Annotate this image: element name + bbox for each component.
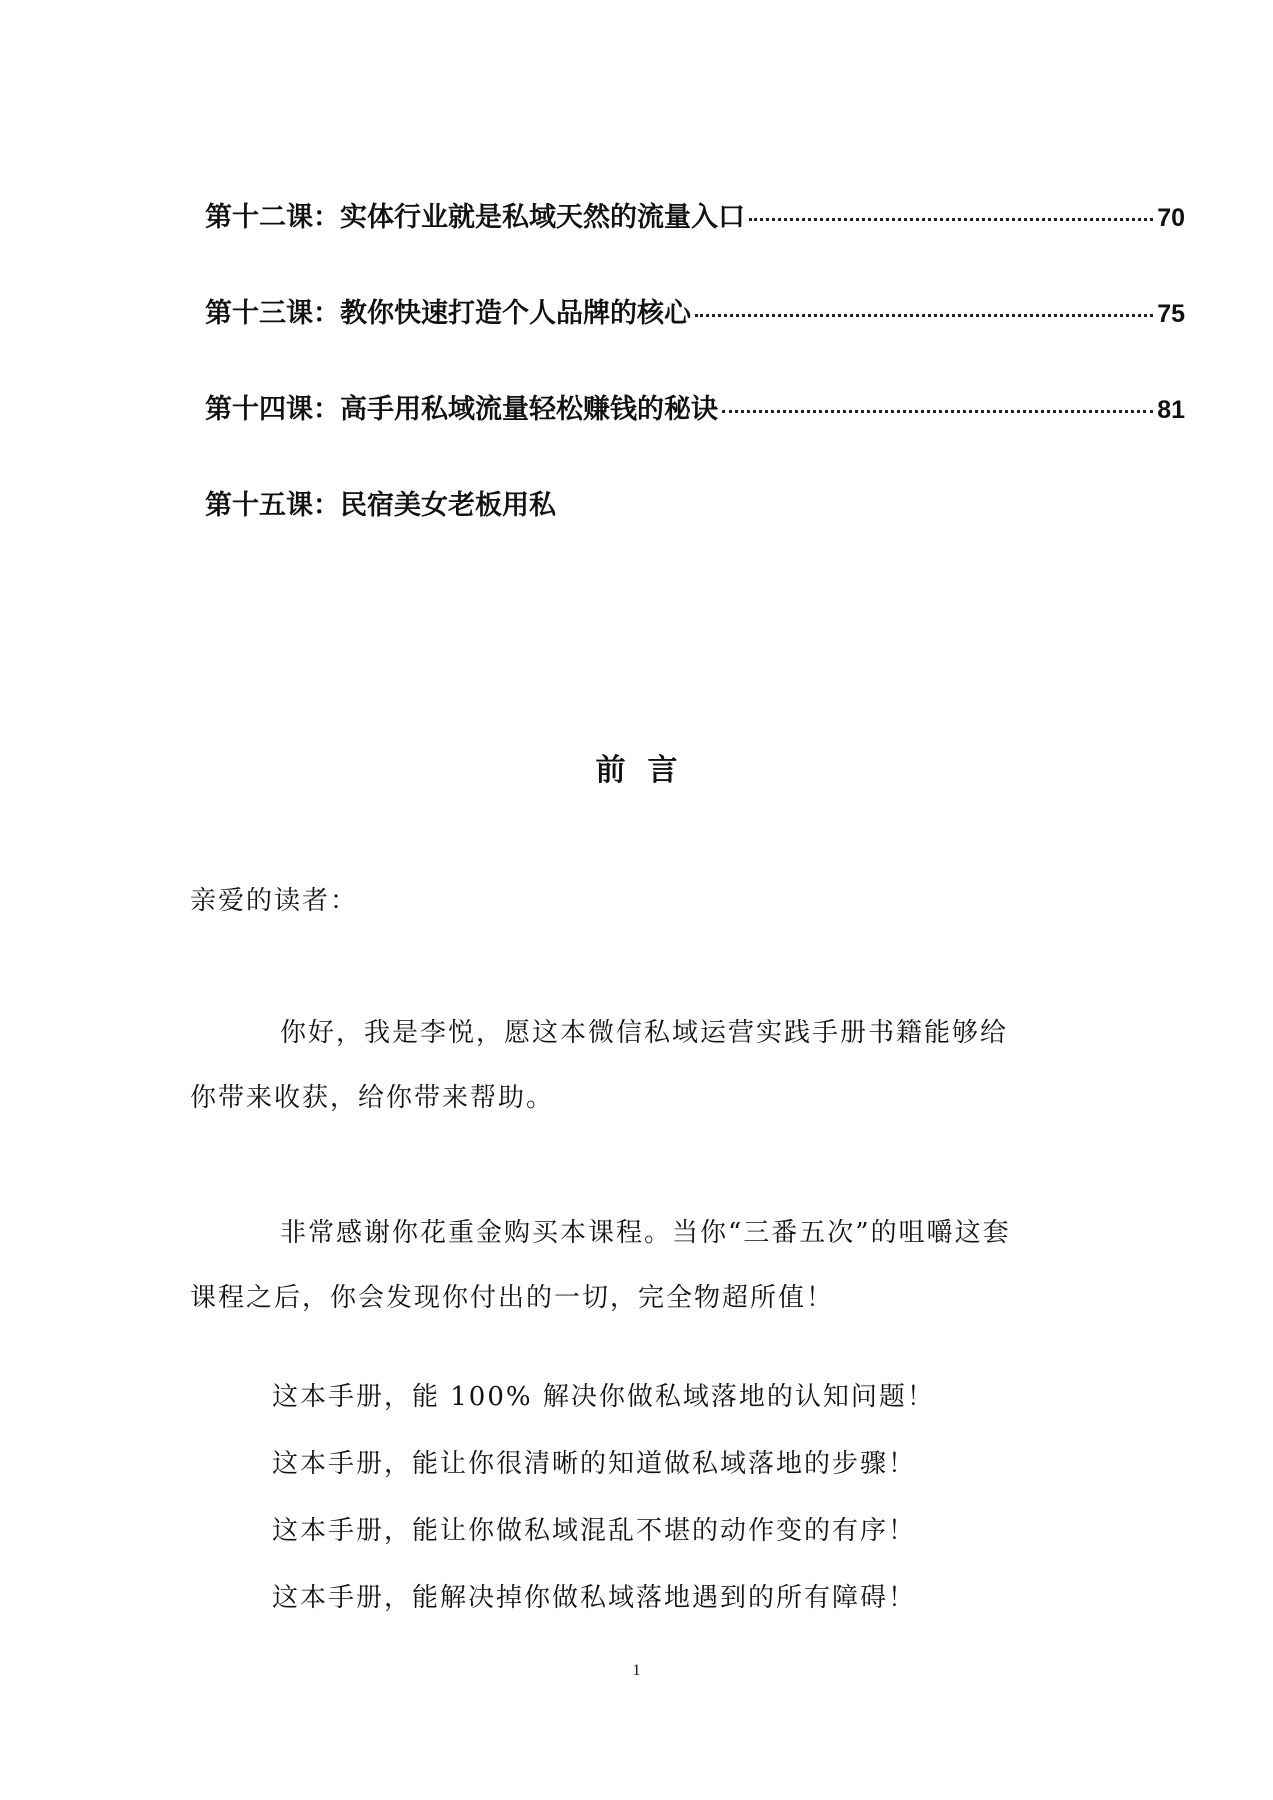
toc-dot-leader [749, 218, 1153, 221]
benefit-line: 这本手册，能解决掉你做私域落地遇到的所有障碍！ [272, 1583, 917, 1613]
toc-entry-label: 第十四课：高手用私域流量轻松赚钱的秘诀 [205, 394, 718, 425]
toc-entry-label: 第十二课：实体行业就是私域天然的流量入口 [205, 202, 745, 233]
toc-entry-lesson-15 [205, 483, 1185, 519]
paragraph-2-line-2: 课程之后，你会发现你付出的一切，完全物超所值！ [190, 1283, 835, 1313]
benefit-line: 这本手册，能让你做私域混乱不堪的动作变的有序！ [272, 1516, 917, 1546]
toc-entry-page: 75 [1157, 300, 1185, 328]
salutation: 亲爱的读者： [190, 886, 359, 916]
paragraph-2-line-1: 非常感谢你花重金购买本课程。当你“三番五次”的咀嚼这套 [280, 1218, 1011, 1248]
toc-entry-lesson-14 [205, 387, 1185, 423]
toc-dot-leader [722, 410, 1153, 413]
toc-entry-page: 70 [1157, 204, 1185, 232]
preface-title: 前言 [595, 753, 700, 788]
page-number: 1 [632, 1662, 641, 1679]
benefit-line: 这本手册，能让你很清晰的知道做私域落地的步骤！ [272, 1449, 917, 1479]
benefit-line: 这本手册，能 100% 解决你做私域落地的认知问题！ [272, 1382, 935, 1412]
toc-entry-label: 第十五课：民宿美女老板用私 [205, 490, 556, 521]
toc-entry-label: 第十三课：教你快速打造个人品牌的核心 [205, 298, 691, 329]
toc-entry-lesson-12 [205, 195, 1185, 231]
toc-entry-lesson-13 [205, 291, 1185, 327]
toc-entry-page: 81 [1157, 396, 1185, 424]
paragraph-1-line-2: 你带来收获，给你带来帮助。 [190, 1083, 555, 1113]
paragraph-1-line-1: 你好，我是李悦，愿这本微信私域运营实践手册书籍能够给 [280, 1018, 1009, 1048]
table-of-contents [205, 195, 1185, 579]
toc-dot-leader [695, 314, 1153, 317]
